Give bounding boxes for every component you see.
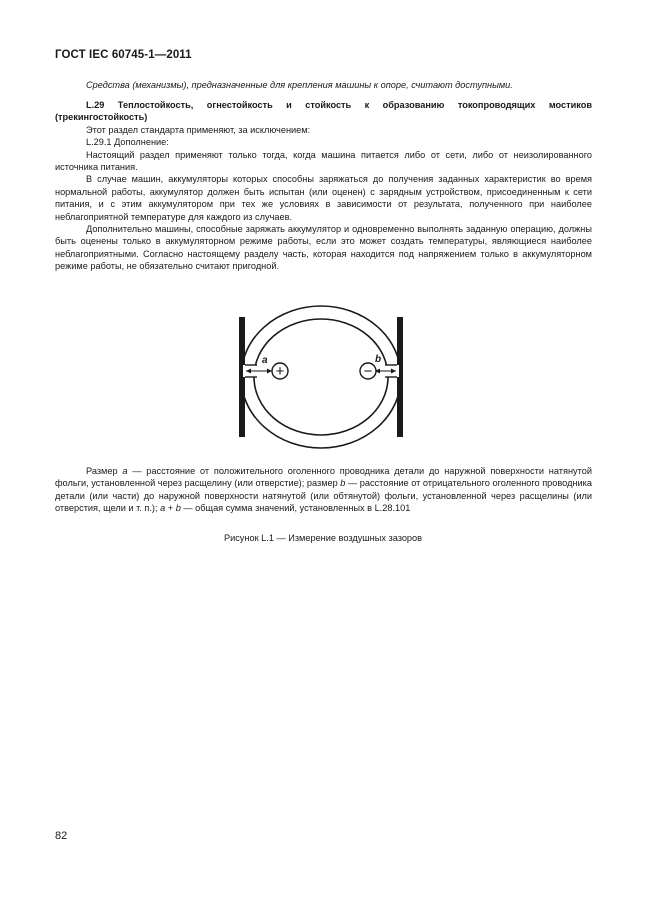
outer-enclosure xyxy=(241,306,401,448)
clearance-figure xyxy=(225,305,415,455)
symbol-b: b xyxy=(340,478,346,489)
section-l29 xyxy=(55,99,592,273)
symbol-a: a xyxy=(160,503,166,514)
intro-note: Средства (механизмы), предназначенные для крепления машины к опоре, считают доступными. xyxy=(86,80,513,90)
text-run: + xyxy=(165,503,176,514)
symbol-b: b xyxy=(175,503,181,514)
figure-caption: Рисунок L.1 — Измерение воздушных зазоров xyxy=(223,533,423,543)
text-run: — расстояние от положительного оголенного проводника детали до наружной поверхности натянутой фольги, установленной через расщелину (или отверстие); размер xyxy=(55,466,592,489)
label-b: b xyxy=(375,354,382,365)
text-run: Размер xyxy=(86,466,123,476)
symbol-a: a xyxy=(122,466,128,476)
page-number: 82 xyxy=(55,830,68,842)
paragraph: Дополнительно машины, способные заряжать аккумулятор и одновременно выполнять заданную операцию, должны быть оценены только в аккумуляторном режиме работы, если это может создать температуры, являющиеся наиболее неблагоприятными. Согласно настоящему разделу часть, которая находится под напряжением только в аккумуляторном режиме работы, не обязательно считают пригодной. xyxy=(55,224,592,272)
paragraph: В случае машин, аккумуляторы которых способны заряжаться до получения заданных характеристик во время нормальной работы, аккумулятор должен быть испытан (или оценен) с зарядным устройством, присоединенным к сети питания, и с этим аккумулятором при тех же условиях в зависимости от результата, полученного при наиболее неблагоприятной температуре для каждого из случаев. xyxy=(55,174,592,222)
text-run: — расстояние от отрицательного оголенного проводника детали (или части) до наружной поверхности натянутой (или обтянутой) фольги, установленной через расщелины (или отверстия, щели и т. п.); xyxy=(55,478,592,514)
section-title: L.29 Теплостойкость, огнестойкость и стойкость к образованию токопроводящих мостиков (трекингостойкость) xyxy=(55,100,592,123)
label-a: a xyxy=(262,355,268,366)
paragraph: L.29.1 Дополнение: xyxy=(86,137,169,148)
paragraph: Этот раздел стандарта применяют, за исключением: xyxy=(86,124,311,135)
text-run: — общая сумма значений, установленных в L.28.101 xyxy=(180,503,411,514)
document-header: ГОСТ IEC 60745-1—2011 xyxy=(55,49,192,61)
paragraph: Настоящий раздел применяют только тогда, когда машина питается либо от сети, либо от неизолированного источника питания. xyxy=(55,149,592,173)
minus-sign: − xyxy=(363,363,373,380)
plus-sign: + xyxy=(275,363,285,380)
figure-explanation xyxy=(55,465,592,515)
